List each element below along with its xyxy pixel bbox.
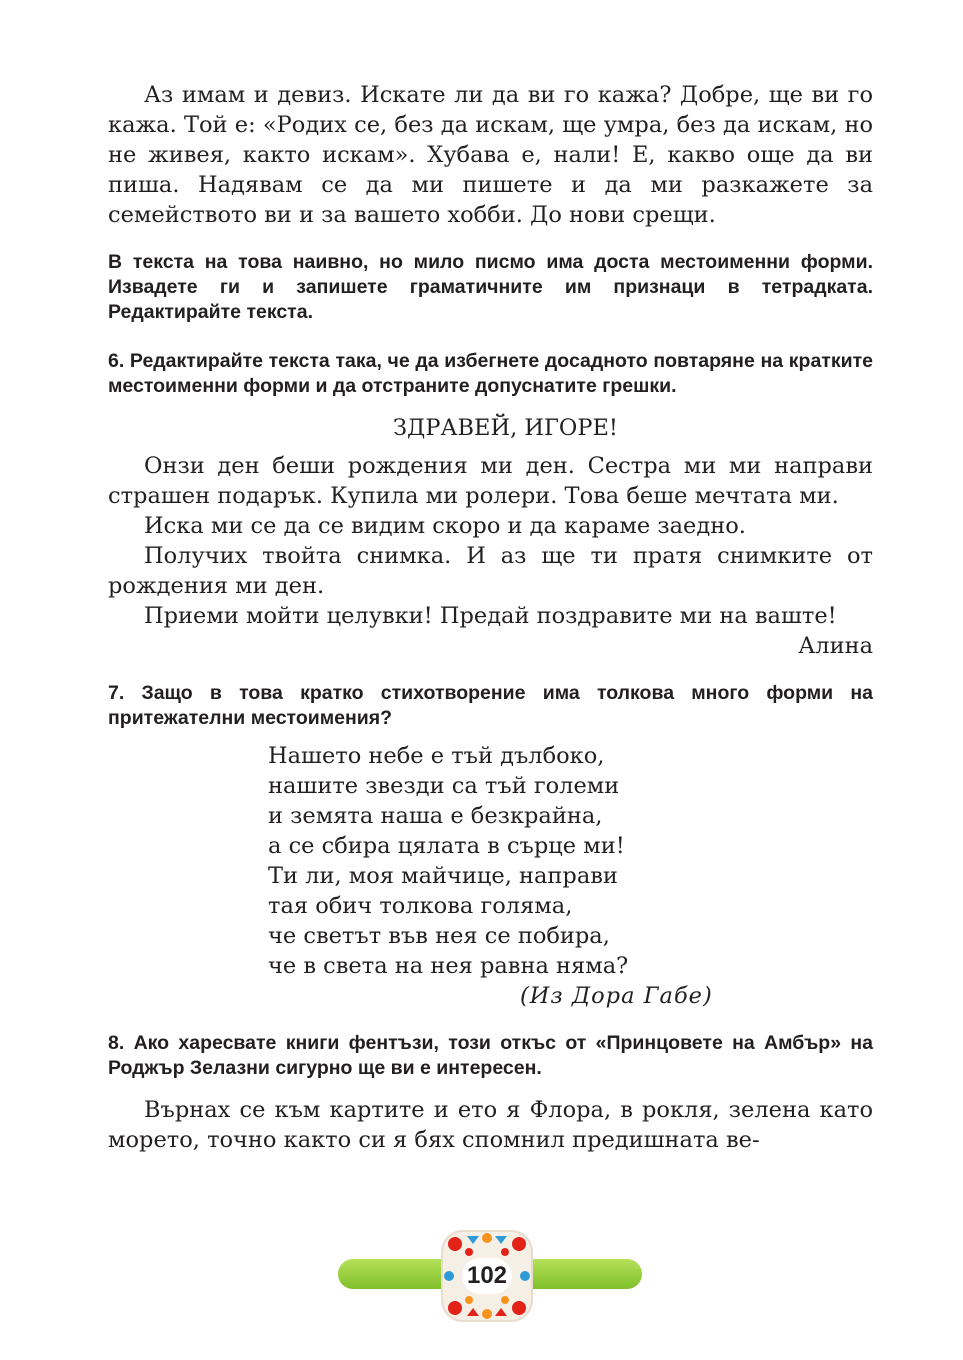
poem-line: Ти ли, моя майчице, направи: [268, 863, 618, 889]
letter-paragraph: Иска ми се да се видим скоро и да караме заедно.: [144, 513, 746, 539]
task-5-instruction: В текста на това наивно, но мило писмо има доста местоименни форми. Извадете ги и запишете граматичните им признаци в тетрадката. Редактирайте текста.: [108, 251, 873, 323]
poem-stanza-2: [268, 861, 873, 981]
letter-signature: Алина: [798, 633, 873, 659]
excerpt-paragraph: Върнах се към картите и ето я Флора, в рокля, зелена като морето, точно както си я бях спомнил предишната ве-: [108, 1097, 873, 1153]
letter-title: ЗДРАВЕЙ, ИГОРЕ!: [393, 415, 618, 441]
poem-line: Нашето небе е тъй дълбоко,: [268, 743, 605, 769]
poem-line: че светът във нея се побира,: [268, 923, 610, 949]
poem-line: нашите звезди са тъй големи: [268, 773, 620, 799]
poem-line: тая обич толкова голяма,: [268, 893, 573, 919]
letter-paragraph: Приеми мойти целувки! Предай поздравите ми на ваште!: [144, 603, 837, 629]
poem-attribution: (Из Дора Габе): [520, 983, 713, 1009]
letter-paragraph: Онзи ден беши рождения ми ден. Сестра ми ми направи страшен подарък. Купила ми ролери. Това беше мечтата ми.: [108, 453, 873, 509]
poem-stanza-1: [268, 741, 873, 861]
poem: [108, 741, 873, 981]
poem-line: а се сбира цялата в сърце ми!: [268, 833, 625, 859]
poem-line: че в света на нея равна няма?: [268, 953, 629, 979]
page-number: 102: [462, 1258, 512, 1294]
poem-line: и земята наша е безкрайна,: [268, 803, 603, 829]
task-6-instruction: 6. Редактирайте текста така, че да избегнете досадното повтаряне на кратките местоименни форми и да отстраните допуснатите грешки.: [108, 350, 873, 397]
letter-paragraph: Получих твойта снимка. И аз ще ти пратя снимките от рождения ми ден.: [108, 543, 873, 599]
letter: [108, 413, 873, 661]
page-content: [108, 80, 873, 1155]
intro-paragraph: Аз имам и девиз. Искате ли да ви го кажа? Добре, ще ви го кажа. Той е: «Родих се, без да искам, ще умра, без да искам, но не живея, както искам». Хубава е, нали! Е, какво още да ви пиша. Надявам се да ми пишете и да ми разкажете за семейството ви и за вашето хобби. До нови срещи.: [108, 82, 873, 228]
task-7-instruction: 7. Защо в това кратко стихотворение има толкова много форми на притежателни местоимения?: [108, 682, 873, 729]
task-8-instruction: 8. Ако харесвате книги фентъзи, този откъс от «Принцовете на Амбър» на Роджър Зелазни сигурно ще ви е интересен.: [108, 1032, 873, 1079]
